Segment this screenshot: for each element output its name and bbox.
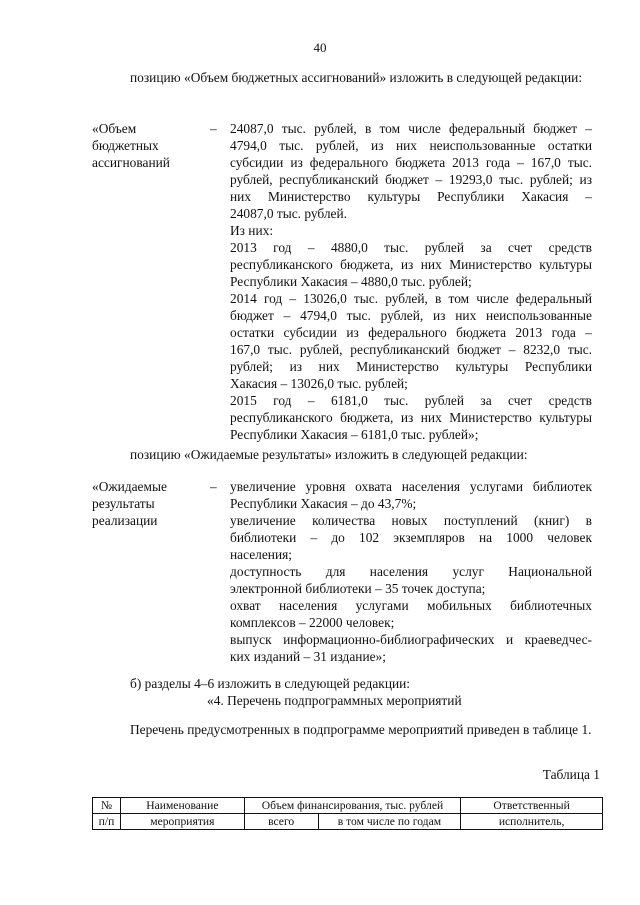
table-header-row (93, 798, 603, 814)
budget-line: Республики Хакасия – 4880,0 тыс. рублей; (230, 274, 472, 289)
paragraph-results-intro: позицию «Ожидаемые результаты» изложить в следующей редакции: (130, 447, 528, 462)
results-line: электронной библиотеки – 35 точек доступа; (230, 581, 486, 596)
header-number: № (93, 798, 121, 814)
paragraph-sections: б) разделы 4–6 изложить в следующей редакции: (130, 676, 411, 691)
results-label-line: реализации (92, 513, 158, 528)
results-label (92, 478, 202, 529)
budget-line: Из них: (230, 223, 274, 238)
results-dash: – (210, 479, 217, 494)
results-line: доступность для населения услуг Национальной (230, 564, 592, 579)
paragraph-list-intro: Перечень предусмотренных в подпрограмме мероприятий приведен в таблице 1. (130, 722, 592, 737)
table-caption: Таблица 1 (542, 767, 600, 782)
budget-description (230, 120, 592, 443)
results-line: ких изданий – 31 издание»; (230, 649, 386, 664)
results-line: увеличение уровня охвата населения услугами библиотек (230, 479, 592, 494)
budget-line: 2014 год – 13026,0 тыс. рублей, в том числе федеральный (230, 291, 592, 306)
results-line: библиотеки – до 102 экземпляров на 1000 человек (230, 530, 592, 545)
header-by-years: в том числе по годам (318, 814, 461, 830)
header-responsible-sub: исполнитель, (461, 814, 603, 830)
section-heading: «4. Перечень подпрограммных мероприятий (207, 693, 462, 708)
budget-dash: – (210, 121, 217, 136)
budget-line: Республики Хакасия – 6181,0 тыс. рублей»; (230, 427, 479, 442)
header-name: Наименование (120, 798, 244, 814)
budget-line: рублей, республиканский бюджет – 19293,0 тыс. рублей; из (230, 172, 592, 187)
results-label-line: результаты (92, 496, 155, 511)
budget-line: 24087,0 тыс. рублей, в том числе федеральный бюджет – (230, 121, 592, 136)
results-line: увеличение количества новых поступлений (книг) в (230, 513, 592, 528)
results-line: Республики Хакасия – до 43,7%; (230, 496, 417, 511)
results-line: выпуск информационно-библиографических и краеведчес- (230, 632, 592, 647)
results-line: охват населения услугами мобильных библиотечных (230, 598, 592, 613)
budget-line: 167,0 тыс. рублей, республиканский бюджет – 8232,0 тыс. (230, 342, 592, 357)
results-line: населения; (230, 547, 292, 562)
budget-line: рублей; из них Министерство культуры Республики (230, 359, 592, 374)
header-name-sub: мероприятия (120, 814, 244, 830)
results-label-line: «Ожидаемые (92, 479, 167, 494)
financing-table (92, 797, 603, 830)
budget-line: бюджет – 4794,0 тыс. рублей, из них неиспользованные (230, 308, 592, 323)
budget-label (92, 120, 202, 171)
budget-line: 2015 год – 6181,0 тыс. рублей за счет средств (230, 393, 592, 408)
header-responsible: Ответственный (461, 798, 603, 814)
budget-label-line: «Объем (92, 121, 137, 136)
header-financing: Объем финансирования, тыс. рублей (244, 798, 460, 814)
budget-label-line: ассигнований (92, 155, 170, 170)
budget-line: 24087,0 тыс. рублей. (230, 206, 348, 221)
header-total: всего (244, 814, 318, 830)
table-header-row (93, 814, 603, 830)
budget-line: Хакасия – 13026,0 тыс. рублей; (230, 376, 408, 391)
page-number: 40 (313, 40, 327, 55)
results-line: комплексов – 22000 человек; (230, 615, 395, 630)
header-number-sub: п/п (93, 814, 121, 830)
budget-line: республиканского бюджета, из них Министерство культуры (230, 410, 592, 425)
budget-line: республиканского бюджета, из них Министерство культуры (230, 257, 592, 272)
budget-line: них Министерство культуры Республики Хакасия – (230, 189, 592, 204)
budget-line: остатки субсидии из федерального бюджета 2013 года – (230, 325, 592, 340)
budget-line: 4794,0 тыс. рублей, из них неиспользованные остатки (230, 138, 592, 153)
paragraph-budget-intro: позицию «Объем бюджетных ассигнований» изложить в следующей редакции: (130, 70, 583, 85)
budget-line: субсидии из федерального бюджета 2013 года – 167,0 тыс. (230, 155, 592, 170)
budget-label-line: бюджетных (92, 138, 159, 153)
results-description (230, 478, 592, 665)
budget-line: 2013 год – 4880,0 тыс. рублей за счет средств (230, 240, 592, 255)
